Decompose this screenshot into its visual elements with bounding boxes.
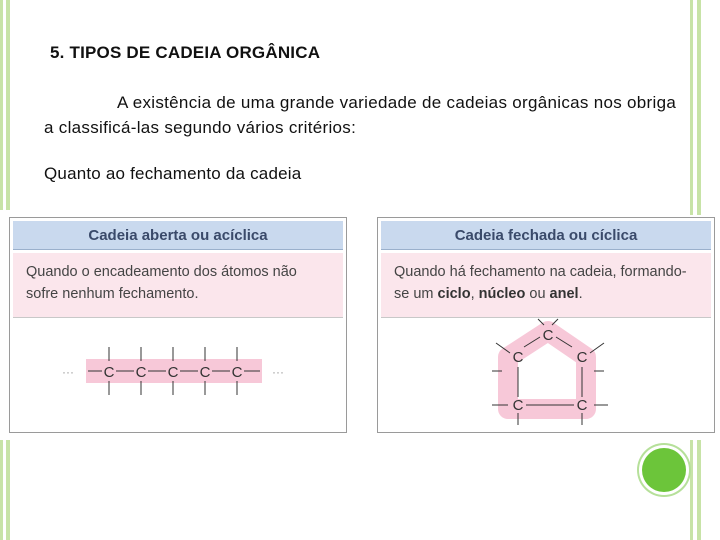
closed-chain-header: Cadeia fechada ou cíclica: [381, 221, 711, 250]
open-chain-atom: C: [167, 364, 179, 381]
closed-chain-desc-text: ,: [470, 286, 479, 302]
closed-chain-term-anel: anel: [549, 286, 579, 302]
open-chain-atom: C: [231, 364, 243, 381]
open-chain-diagram: [10, 313, 346, 432]
open-chain-header: Cadeia aberta ou acíclica: [13, 221, 343, 250]
decorative-green-dot: [642, 448, 686, 492]
intro-paragraph-text: A existência de uma grande variedade de cadeias orgânicas nos obriga a classificá-las segundo vários critérios:: [44, 93, 677, 137]
closed-chain-atom: C: [512, 349, 524, 366]
open-chain-svg: [10, 313, 346, 431]
closed-chain-description: [381, 253, 711, 318]
left-decor-bar: [6, 0, 10, 210]
closed-chain-atom: C: [512, 397, 524, 414]
left-decor-bar: [0, 0, 3, 210]
right-decor-bar: [697, 0, 701, 215]
closed-chain-desc-text: Quando há fechamento na cadeia, formando-se um: [394, 264, 687, 302]
intro-paragraph: [44, 90, 684, 140]
open-chain-ellipsis-right: ···: [272, 365, 284, 379]
section-subtitle: Quanto ao fechamento da cadeia: [44, 164, 302, 183]
right-decor-bar: [690, 440, 693, 540]
closed-chain-desc-text: .: [578, 286, 583, 302]
closed-chain-atom: C: [576, 397, 588, 414]
open-chain-atom: C: [135, 364, 147, 381]
left-decor-bar: [6, 440, 10, 540]
closed-chain-atom: C: [542, 327, 554, 344]
closed-chain-term-ciclo: ciclo: [437, 286, 471, 302]
open-chain-ellipsis-left: ···: [62, 365, 74, 379]
closed-chain-diagram: [378, 313, 714, 432]
left-decor-bar: [0, 440, 3, 540]
open-chain-atom: C: [103, 364, 115, 381]
closed-chain-svg: [378, 313, 714, 431]
closed-chain-atom: C: [576, 349, 588, 366]
right-decor-bar: [690, 0, 693, 215]
open-chain-atom: C: [199, 364, 211, 381]
open-chain-description: Quando o encadeamento dos átomos não sofre nenhum fechamento.: [13, 253, 343, 318]
closed-chain-term-nucleo: núcleo: [478, 286, 526, 302]
closed-chain-card: [377, 217, 715, 433]
open-chain-card: [9, 217, 347, 433]
closed-chain-desc-text: ou: [525, 286, 550, 302]
slide-title: 5. TIPOS DE CADEIA ORGÂNICA: [50, 43, 321, 62]
right-decor-bar: [697, 440, 701, 540]
